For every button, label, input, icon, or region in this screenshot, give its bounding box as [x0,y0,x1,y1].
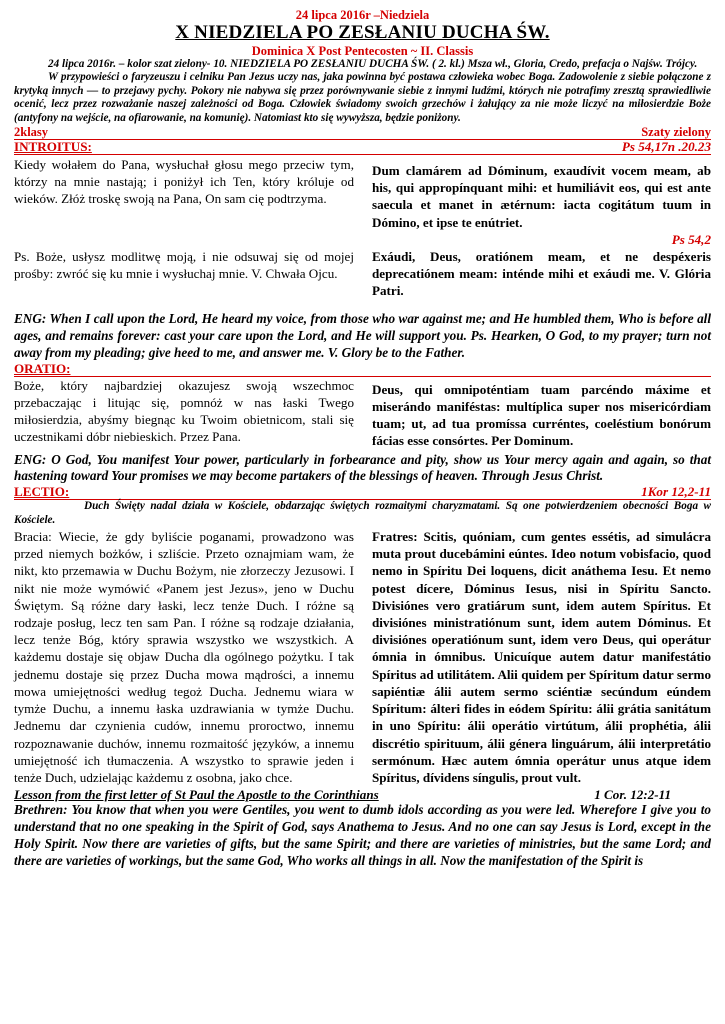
lectio-latin: Fratres: Scitis, quóniam, cum gentes essétis, ad simulácra muta prout ducebámini eúntes. Ideo notum vobisfacio, quod nemo in Spíritu Dei loquens, dicit anáthema Iesu. Et nemo potest dícere, Dóminus Iesus, nisi in Spíritu Sancto. Divisiónes vero gratiárum sunt, idem autem Spíritus. Et divisiónes ministratiónum sunt, idem autem Dóminus. Et divisiónes operatiónum sunt, idem vero Deus, qui operátur ómnia in ómnibus. Unicuíque autem datur manifestátio Spíritus ad utilitátem. Alii quidem per Spíritum datur sermo sapiéntiæ álii autem sermo sciéntiæ secúndum eúndem Spíritum: álteri fides in eódem Spíritu: álii grátia sanitátum in uno Spíritu: álii operátio virtútum, álii prophétia, álii discrétio spirituum, álii génera linguárum, álii interpretátio sermónum. Hæc autem ómnia operátur unus atque idem Spíritus, dívidens síngulis, prout vult. [372,529,711,785]
lectio-ref: 1Kor 12,2-11 [641,484,711,500]
page-title: X NIEDZIELA PO ZESŁANIU DUCHA ŚW. [175,22,550,43]
introitus-english: ENG: When I call upon the Lord, He heard my voice, from those who war against me; and He humbled them, Who is before all ages, and remains forever: cast your care upon the Lord, and He will support you. Ps. Hearken, O God, to my prayer; turn not away from my pleading; give heed to me, and answer me. V. Glory be to the Father. [14,311,711,361]
introitus-label: INTROITUS: [14,139,92,155]
lectio-polish: Bracia: Wiecie, że gdy byliście poganami, prowadzono was przed niemych bożków, i szliście. Przeto oznajmiam wam, że nikt, kto przemawia w Duchu Bożym, nie złorzeczy Jezusowi. I nikt nie może wymówić «Panem jest Jezus», jeno w Duchu Świętym. Są różne dary łaski, lecz tenże Duch. I różne są rodzaje posług, lecz ten sam Pan. I różne są rodzaje działania, lecz tenże Bóg, który sprawia wszystko we wszystkich. A każdemu dostaje się objaw Ducha dla ogólnego pożytku. I tak jednemu dostaje się przez Ducha mowa mądrości, a innemu mowa umiejętności według tegoż Ducha. Jednemu wiara w tymże Duchu, a innemu łaska uzdrawiania w tymże Duchu. Jednemu dar czynienia cudów, innemu proroctwo, innemu rozpoznawanie duchów, innemu rozmaitość języków, a innemu umiejętność ich tłumaczenia. A wszystko to sprawie jeden i tenże Duch, udzielając każdemu z osobna, jako chce. [14,529,354,785]
latin-subtitle: Dominica X Post Pentecosten ~ II. Classis [251,44,474,58]
oratio-english: ENG: O God, You manifest Your power, particularly in forbearance and pity, show us Your mercy again and again, so that hastening toward Your promises we may become partakers of the blessings of heaven. Through Jesus Christ. [14,451,711,484]
lectio-description: Duch Święty nadal działa w Kościele, obdarzając świętych rozmaitymi charyzmatami. Są one potwierdzeniem obecności Boga w Kościele. [14,500,711,526]
lectio-english-header [14,788,711,802]
lectio-english-ref: 1 Cor. 12:2-11 [594,787,671,803]
oratio-polish: Boże, który najbardziej okazujesz swoją wszechmoc przebaczając i litując się, pomnóż w nas łaski Twego miłosierdzia, abyśmy biegnąc ku Twoim obietnicom, stali się uczestnikami dóbr niebieskich. Przez Pana. [14,377,354,445]
psalm-ref: Ps 54,2 [671,231,711,247]
psalm-latin: Exáudi, Deus, oratiónem meam, et ne despéxeris deprecatiónem meam: inténde mihi et exáudi me. V. Glória Patri. [372,248,711,299]
introitus-columns [14,156,711,231]
lectio-header [14,485,711,500]
introitus-latin: Dum clamárem ad Dóminum, exaudívit vocem meam, ab his, qui appropínquant mihi: et humiliávit eos, qui est ante saecula et manet in ætérnum: iacta cogitátum tuum in Dómino, et ipse te enútriet. [372,163,711,230]
class-label: 2klasy [14,125,49,140]
oratio-latin: Deus, qui omnipoténtiam tuam parcéndo máxime et miserándo maniféstas: multíplica super nos misericórdiam tuam; ut, ad tua promíssa curréntes, coeléstium bonórum fácias esse consórtes. Per Dominum. [372,381,711,449]
date-line: 24 lipca 2016r –Niedziela [295,8,430,22]
psalm-polish: Ps. Boże, usłysz modlitwę moją, i nie odsuwaj się od mojej prośby: zwróć się ku mnie i wysłuchaj mnie. V. Chwała Ojcu. [14,248,354,282]
introitus-polish: Kiedy wołałem do Pana, wysłuchał głosu mego przeciw tym, którzy na mnie nastają; i poniżył ich Ten, który króluje od wieków. Złóż troskę swoją na Pana, On sam cię podtrzyma. [14,157,354,207]
lectio-english: Brethren: You know that when you were Gentiles, you went to dumb idols according as you were led. Wherefore I give you to understand that no one speaking in the Spirit of God, says Anathema to Jesus. And no one can say Jesus is Lord, except in the Holy Spirit. Now there are varieties of gifts, but the same Spirit; and there are varieties of ministries, but the same Lord; and there are varieties of workings, but the same God, Who works all things in all. Now the manifestation of the Spirit is [14,802,711,868]
introitus-ref: Ps 54,17n .20.23 [621,139,711,155]
oratio-label: ORATIO: [14,360,71,376]
intro-liturgical-note: 24 lipca 2016r. – kolor szat zielony- 10. NIEDZIELA PO ZESŁANIU DUCHA ŚW. ( 2. kl.) Msza wł., Gloria, Credo, prefacja o Najśw. Trójcy. [48,58,698,70]
introitus-header [14,140,711,155]
oratio-header [14,362,711,377]
psalm-columns [14,248,711,300]
intro-commentary: W przypowieści o faryzeuszu i celniku Pan Jezus uczy nas, jaka powinna być postawa człowieka wobec Boga. Zadowolenie z siebie połączone z krytyką innych — to przejawy pychy. Pokory nie nabywa się przez porównywanie siebie z innymi ludźmi, których nie potrafimy zresztą sprawiedliwie ocenić, lecz przez rozważanie naszej zależności od Boga. Człowiek świadomy swoich grzechów i żałujący za nie może liczyć na miłosierdzie Boże (antyfony na wejście, na ofiarowanie, na komunię). Natomiast kto się wywyższa, będzie poniżony. [14,71,711,124]
lectio-english-title: Lesson from the first letter of St Paul the Apostle to the Corinthians [14,787,379,803]
lectio-columns [14,528,711,786]
vestments-label: Szaty zielony [641,125,711,140]
oratio-columns [14,377,711,450]
class-row [14,125,711,140]
intro-block [14,58,711,125]
lectio-label: LECTIO: [14,484,70,500]
